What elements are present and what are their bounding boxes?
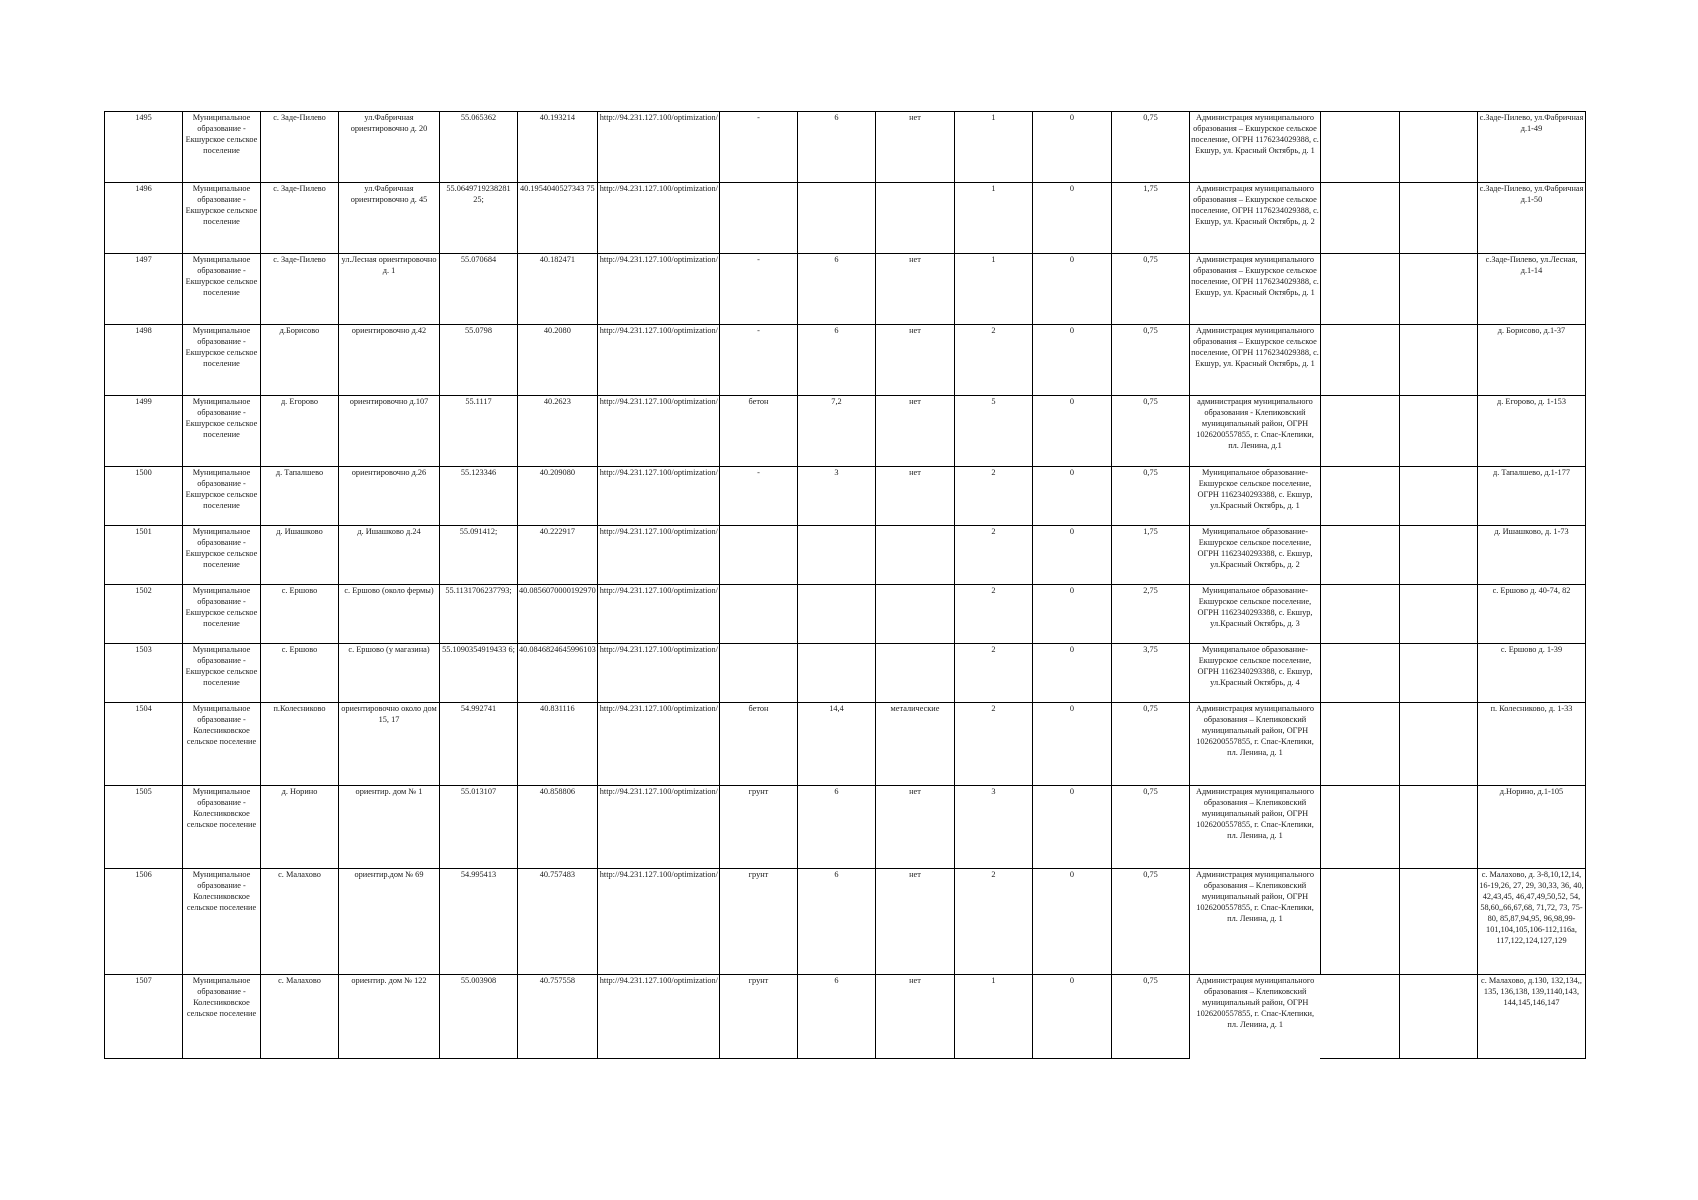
fence-cell: нет: [875, 325, 954, 396]
map-link-cell: http://94.231.127.100/optimization/: [597, 869, 719, 975]
fence-cell: [875, 526, 954, 585]
location-cell: д. Ишашково д.24: [339, 526, 440, 585]
surface-cell: -: [719, 254, 797, 325]
table-row: [105, 396, 1586, 467]
fence-cell: нет: [875, 254, 954, 325]
owner-cell: Администрация муниципального образования – Екшурское сельское поселение, ОГРН 1176234029388, с. Екшур, ул. Красный Октябрь, д. 2: [1189, 183, 1320, 254]
blank-cell-a: [1320, 254, 1399, 325]
map-link-cell: http://94.231.127.100/optimization/: [597, 644, 719, 703]
settlement-cell: д.Борисово: [261, 325, 339, 396]
volume-cell: 3,75: [1111, 644, 1189, 703]
map-link-cell: http://94.231.127.100/optimization/: [597, 325, 719, 396]
municipality-cell: Муниципальное образование - Колесниковское сельское поселение: [183, 786, 261, 869]
bunker-count-cell: 0: [1032, 183, 1111, 254]
location-cell: ул.Фабричная ориентировочно д. 45: [339, 183, 440, 254]
surface-cell: [719, 183, 797, 254]
map-link-cell: http://94.231.127.100/optimization/: [597, 183, 719, 254]
container-count-cell: 2: [954, 526, 1032, 585]
volume-cell: 0,75: [1111, 703, 1189, 786]
blank-cell-a: [1320, 869, 1399, 975]
longitude-cell: 40.193214: [518, 112, 598, 183]
row-number: 1505: [105, 786, 183, 869]
settlement-cell: д. Тапалшево: [261, 467, 339, 526]
container-count-cell: 1: [954, 112, 1032, 183]
table-row: [105, 585, 1586, 644]
latitude-cell: 55.0649719238281 25;: [440, 183, 518, 254]
table-row: [105, 786, 1586, 869]
blank-cell-a: [1320, 526, 1399, 585]
municipality-cell: Муниципальное образование - Колесниковское сельское поселение: [183, 703, 261, 786]
source-addresses-cell: с.Заде-Пилево, ул.Лесная, д.1-14: [1477, 254, 1585, 325]
blank-cell-a: [1320, 975, 1399, 1059]
surface-cell: -: [719, 325, 797, 396]
container-count-cell: 2: [954, 644, 1032, 703]
surface-cell: грунт: [719, 975, 797, 1059]
blank-cell-a: [1320, 112, 1399, 183]
table-row: [105, 869, 1586, 975]
location-cell: ориентировочно д.107: [339, 396, 440, 467]
blank-cell-a: [1320, 585, 1399, 644]
table-row: [105, 254, 1586, 325]
owner-cell: Муниципальное образование- Екшурское сельское поселение, ОГРН 1162340293388, с. Екшур, ул.Красный Октябрь, д. 4: [1189, 644, 1320, 703]
row-number: 1496: [105, 183, 183, 254]
area-cell: [797, 644, 875, 703]
blank-cell-b: [1399, 585, 1477, 644]
source-addresses-cell: с. Ершово д. 40-74, 82: [1477, 585, 1585, 644]
owner-cell: Администрация муниципального образования – Клепиковский муниципальный район, ОГРН 1026200557855, г. Спас-Клепики, пл. Ленина, д. 1: [1189, 869, 1320, 975]
area-cell: 7,2: [797, 396, 875, 467]
longitude-cell: 40.831116: [518, 703, 598, 786]
table-row: [105, 183, 1586, 254]
area-cell: 6: [797, 869, 875, 975]
blank-cell-b: [1399, 325, 1477, 396]
location-cell: ориентир.дом № 69: [339, 869, 440, 975]
blank-cell-a: [1320, 786, 1399, 869]
blank-cell-b: [1399, 975, 1477, 1059]
longitude-cell: 40.222917: [518, 526, 598, 585]
volume-cell: 0,75: [1111, 396, 1189, 467]
fence-cell: нет: [875, 396, 954, 467]
surface-cell: -: [719, 467, 797, 526]
location-cell: ориентировочно д.26: [339, 467, 440, 526]
container-count-cell: 1: [954, 183, 1032, 254]
settlement-cell: с. Ершово: [261, 585, 339, 644]
registry-table: [104, 111, 1586, 1059]
surface-cell: [719, 644, 797, 703]
settlement-cell: с. Малахово: [261, 869, 339, 975]
fence-cell: [875, 183, 954, 254]
settlement-cell: д. Норино: [261, 786, 339, 869]
bunker-count-cell: 0: [1032, 644, 1111, 703]
longitude-cell: 40.2623: [518, 396, 598, 467]
owner-cell: Муниципальное образование- Екшурское сельское поселение, ОГРН 1162340293388, с. Екшур, ул.Красный Октябрь, д. 2: [1189, 526, 1320, 585]
fence-cell: [875, 585, 954, 644]
municipality-cell: Муниципальное образование - Екшурское сельское поселение: [183, 254, 261, 325]
surface-cell: [719, 585, 797, 644]
area-cell: [797, 585, 875, 644]
location-cell: ул.Лесная ориентировочно д. 1: [339, 254, 440, 325]
bunker-count-cell: 0: [1032, 112, 1111, 183]
longitude-cell: 40.757558: [518, 975, 598, 1059]
area-cell: [797, 183, 875, 254]
surface-cell: [719, 526, 797, 585]
bunker-count-cell: 0: [1032, 467, 1111, 526]
area-cell: [797, 526, 875, 585]
longitude-cell: 40.2080: [518, 325, 598, 396]
row-number: 1501: [105, 526, 183, 585]
volume-cell: 0,75: [1111, 467, 1189, 526]
settlement-cell: д. Ишашково: [261, 526, 339, 585]
longitude-cell: 40.757483: [518, 869, 598, 975]
bunker-count-cell: 0: [1032, 703, 1111, 786]
blank-cell-a: [1320, 467, 1399, 526]
longitude-cell: 40.182471: [518, 254, 598, 325]
location-cell: ориентир. дом № 1: [339, 786, 440, 869]
row-number: 1506: [105, 869, 183, 975]
table-body: [105, 112, 1586, 1059]
municipality-cell: Муниципальное образование - Екшурское сельское поселение: [183, 526, 261, 585]
location-cell: ориентировочно д.42: [339, 325, 440, 396]
blank-cell-b: [1399, 467, 1477, 526]
latitude-cell: 55.0798: [440, 325, 518, 396]
row-number: 1503: [105, 644, 183, 703]
fence-cell: нет: [875, 467, 954, 526]
volume-cell: 0,75: [1111, 786, 1189, 869]
area-cell: 3: [797, 467, 875, 526]
latitude-cell: 55.013107: [440, 786, 518, 869]
blank-cell-b: [1399, 526, 1477, 585]
municipality-cell: Муниципальное образование - Колесниковское сельское поселение: [183, 869, 261, 975]
bunker-count-cell: 0: [1032, 786, 1111, 869]
source-addresses-cell: п. Колесниково, д. 1-33: [1477, 703, 1585, 786]
bunker-count-cell: 0: [1032, 254, 1111, 325]
fence-cell: нет: [875, 786, 954, 869]
surface-cell: грунт: [719, 869, 797, 975]
owner-cell: Муниципальное образование- Екшурское сельское поселение, ОГРН 1162340293388, с. Екшур, ул.Красный Октябрь, д. 1: [1189, 467, 1320, 526]
blank-cell-b: [1399, 869, 1477, 975]
owner-cell: Администрация муниципального образования – Клепиковский муниципальный район, ОГРН 1026200557855, г. Спас-Клепики, пл. Ленина, д. 1: [1189, 703, 1320, 786]
bunker-count-cell: 0: [1032, 526, 1111, 585]
map-link-cell: http://94.231.127.100/optimization/: [597, 585, 719, 644]
container-count-cell: 2: [954, 467, 1032, 526]
bunker-count-cell: 0: [1032, 975, 1111, 1059]
latitude-cell: 55.1090354919433 6;: [440, 644, 518, 703]
owner-cell: Администрация муниципального образования – Екшурское сельское поселение, ОГРН 1176234029388, с. Екшур, ул. Красный Октябрь, д. 1: [1189, 254, 1320, 325]
longitude-cell: 40.858806: [518, 786, 598, 869]
area-cell: 14,4: [797, 703, 875, 786]
blank-cell-b: [1399, 396, 1477, 467]
municipality-cell: Муниципальное образование - Екшурское сельское поселение: [183, 585, 261, 644]
municipality-cell: Муниципальное образование - Екшурское сельское поселение: [183, 183, 261, 254]
container-count-cell: 2: [954, 325, 1032, 396]
volume-cell: 1,75: [1111, 526, 1189, 585]
blank-cell-b: [1399, 703, 1477, 786]
volume-cell: 0,75: [1111, 254, 1189, 325]
blank-cell-b: [1399, 786, 1477, 869]
fence-cell: нет: [875, 112, 954, 183]
settlement-cell: п.Колесниково: [261, 703, 339, 786]
latitude-cell: 55.1131706237793;: [440, 585, 518, 644]
source-addresses-cell: д.Норино, д.1-105: [1477, 786, 1585, 869]
blank-cell-b: [1399, 254, 1477, 325]
container-count-cell: 3: [954, 786, 1032, 869]
latitude-cell: 55.070684: [440, 254, 518, 325]
map-link-cell: http://94.231.127.100/optimization/: [597, 254, 719, 325]
fence-cell: нет: [875, 869, 954, 975]
bunker-count-cell: 0: [1032, 869, 1111, 975]
location-cell: с. Ершово (у магазина): [339, 644, 440, 703]
area-cell: 6: [797, 975, 875, 1059]
settlement-cell: с. Заде-Пилево: [261, 112, 339, 183]
volume-cell: 0,75: [1111, 869, 1189, 975]
source-addresses-cell: д. Тапалшево, д.1-177: [1477, 467, 1585, 526]
table-row: [105, 526, 1586, 585]
settlement-cell: с. Малахово: [261, 975, 339, 1059]
municipality-cell: Муниципальное образование - Екшурское сельское поселение: [183, 467, 261, 526]
settlement-cell: с. Заде-Пилево: [261, 183, 339, 254]
location-cell: с. Ершово (около фермы): [339, 585, 440, 644]
surface-cell: бетон: [719, 703, 797, 786]
location-cell: ориентировочно около дом 15, 17: [339, 703, 440, 786]
latitude-cell: 55.123346: [440, 467, 518, 526]
blank-cell-b: [1399, 644, 1477, 703]
location-cell: ул.Фабричная ориентировочно д. 20: [339, 112, 440, 183]
map-link-cell: http://94.231.127.100/optimization/: [597, 396, 719, 467]
location-cell: ориентир. дом № 122: [339, 975, 440, 1059]
blank-cell-b: [1399, 183, 1477, 254]
fence-cell: нет: [875, 975, 954, 1059]
area-cell: 6: [797, 325, 875, 396]
area-cell: 6: [797, 786, 875, 869]
container-count-cell: 1: [954, 975, 1032, 1059]
bunker-count-cell: 0: [1032, 396, 1111, 467]
source-addresses-cell: д. Ишашково, д. 1-73: [1477, 526, 1585, 585]
owner-cell: Администрация муниципального образования – Екшурское сельское поселение, ОГРН 1176234029388, с. Екшур, ул. Красный Октябрь, д. 1: [1189, 325, 1320, 396]
fence-cell: металические: [875, 703, 954, 786]
table-row: [105, 703, 1586, 786]
map-link-cell: http://94.231.127.100/optimization/: [597, 112, 719, 183]
blank-cell-a: [1320, 183, 1399, 254]
municipality-cell: Муниципальное образование - Екшурское сельское поселение: [183, 396, 261, 467]
settlement-cell: с. Заде-Пилево: [261, 254, 339, 325]
source-addresses-cell: с.Заде-Пилево, ул.Фабричная д.1-50: [1477, 183, 1585, 254]
blank-cell-a: [1320, 703, 1399, 786]
container-count-cell: 2: [954, 585, 1032, 644]
row-number: 1498: [105, 325, 183, 396]
owner-cell: Администрация муниципального образования – Клепиковский муниципальный район, ОГРН 1026200557855, г. Спас-Клепики, пл. Ленина, д. 1: [1189, 786, 1320, 869]
source-addresses-cell: с. Ершово д. 1-39: [1477, 644, 1585, 703]
settlement-cell: с. Ершово: [261, 644, 339, 703]
longitude-cell: 40.0856070000192970: [518, 585, 598, 644]
bunker-count-cell: 0: [1032, 585, 1111, 644]
latitude-cell: 55.1117: [440, 396, 518, 467]
row-number: 1504: [105, 703, 183, 786]
row-number: 1502: [105, 585, 183, 644]
volume-cell: 2,75: [1111, 585, 1189, 644]
source-addresses-cell: с. Малахово, д.130, 132,134,, 135, 136,138, 139,1140,143, 144,145,146,147: [1477, 975, 1585, 1059]
owner-cell: Администрация муниципального образования – Клепиковский муниципальный район, ОГРН 1026200557855, г. Спас-Клепики, пл. Ленина, д. 1: [1196, 976, 1315, 1029]
row-number: 1499: [105, 396, 183, 467]
municipality-cell: Муниципальное образование - Екшурское сельское поселение: [183, 325, 261, 396]
container-count-cell: 2: [954, 703, 1032, 786]
owner-cell: администрация муниципального образования - Клепиковский муниципальный район, ОГРН 1026200557855, г. Спас-Клепики, пл. Ленина, д.1: [1189, 396, 1320, 467]
surface-cell: -: [719, 112, 797, 183]
source-addresses-cell: с.Заде-Пилево, ул.Фабричная д.1-49: [1477, 112, 1585, 183]
blank-cell-a: [1320, 325, 1399, 396]
owner-cell: Муниципальное образование- Екшурское сельское поселение, ОГРН 1162340293388, с. Екшур, ул.Красный Октябрь, д. 3: [1189, 585, 1320, 644]
volume-cell: 0,75: [1111, 975, 1189, 1059]
table-row: [105, 112, 1586, 183]
bunker-count-cell: 0: [1032, 325, 1111, 396]
row-number: 1495: [105, 112, 183, 183]
municipality-cell: Муниципальное образование - Екшурское сельское поселение: [183, 112, 261, 183]
source-addresses-cell: д. Борисово, д.1-37: [1477, 325, 1585, 396]
blank-cell-a: [1320, 396, 1399, 467]
table-row: [105, 644, 1586, 703]
volume-cell: 0,75: [1111, 112, 1189, 183]
container-count-cell: 2: [954, 869, 1032, 975]
longitude-cell: 40.209080: [518, 467, 598, 526]
latitude-cell: 54.992741: [440, 703, 518, 786]
table-row: [105, 975, 1586, 1059]
latitude-cell: 55.091412;: [440, 526, 518, 585]
row-number: 1500: [105, 467, 183, 526]
map-link-cell: http://94.231.127.100/optimization/: [597, 786, 719, 869]
fence-cell: [875, 644, 954, 703]
owner-cell: Администрация муниципального образования – Екшурское сельское поселение, ОГРН 1176234029388, с. Екшур, ул. Красный Октябрь, д. 1: [1189, 112, 1320, 183]
container-count-cell: 5: [954, 396, 1032, 467]
map-link-cell: http://94.231.127.100/optimization/: [597, 975, 719, 1059]
container-count-cell: 1: [954, 254, 1032, 325]
map-link-cell: http://94.231.127.100/optimization/: [597, 467, 719, 526]
volume-cell: 0,75: [1111, 325, 1189, 396]
municipality-cell: Муниципальное образование - Екшурское сельское поселение: [183, 644, 261, 703]
surface-cell: бетон: [719, 396, 797, 467]
map-link-cell: http://94.231.127.100/optimization/: [597, 703, 719, 786]
row-number: 1507: [105, 975, 183, 1059]
settlement-cell: д. Егорово: [261, 396, 339, 467]
blank-cell-b: [1399, 112, 1477, 183]
source-addresses-cell: с. Малахово, д. 3-8,10,12,14, 16-19,26, 27, 29, 30,33, 36, 40, 42,43,45, 46,47,49,50,52, 54, 58,60,,66,67,68, 71,72, 73, 75-80, 85,87,94,95, 96,98,99-101,104,105,106-112,116а, 117,122,124,127,129: [1477, 869, 1585, 975]
blank-cell-a: [1320, 644, 1399, 703]
table-row: [105, 467, 1586, 526]
source-addresses-cell: д. Егорово, д. 1-153: [1477, 396, 1585, 467]
volume-cell: 1,75: [1111, 183, 1189, 254]
latitude-cell: 55.065362: [440, 112, 518, 183]
municipality-cell: Муниципальное образование - Колесниковское сельское поселение: [183, 975, 261, 1059]
area-cell: 6: [797, 112, 875, 183]
latitude-cell: 54.995413: [440, 869, 518, 975]
map-link-cell: http://94.231.127.100/optimization/: [597, 526, 719, 585]
longitude-cell: 40.0846824645996103: [518, 644, 598, 703]
row-number: 1497: [105, 254, 183, 325]
longitude-cell: 40.1954040527343 75: [518, 183, 598, 254]
surface-cell: грунт: [719, 786, 797, 869]
table-row: [105, 325, 1586, 396]
area-cell: 6: [797, 254, 875, 325]
latitude-cell: 55.003908: [440, 975, 518, 1059]
